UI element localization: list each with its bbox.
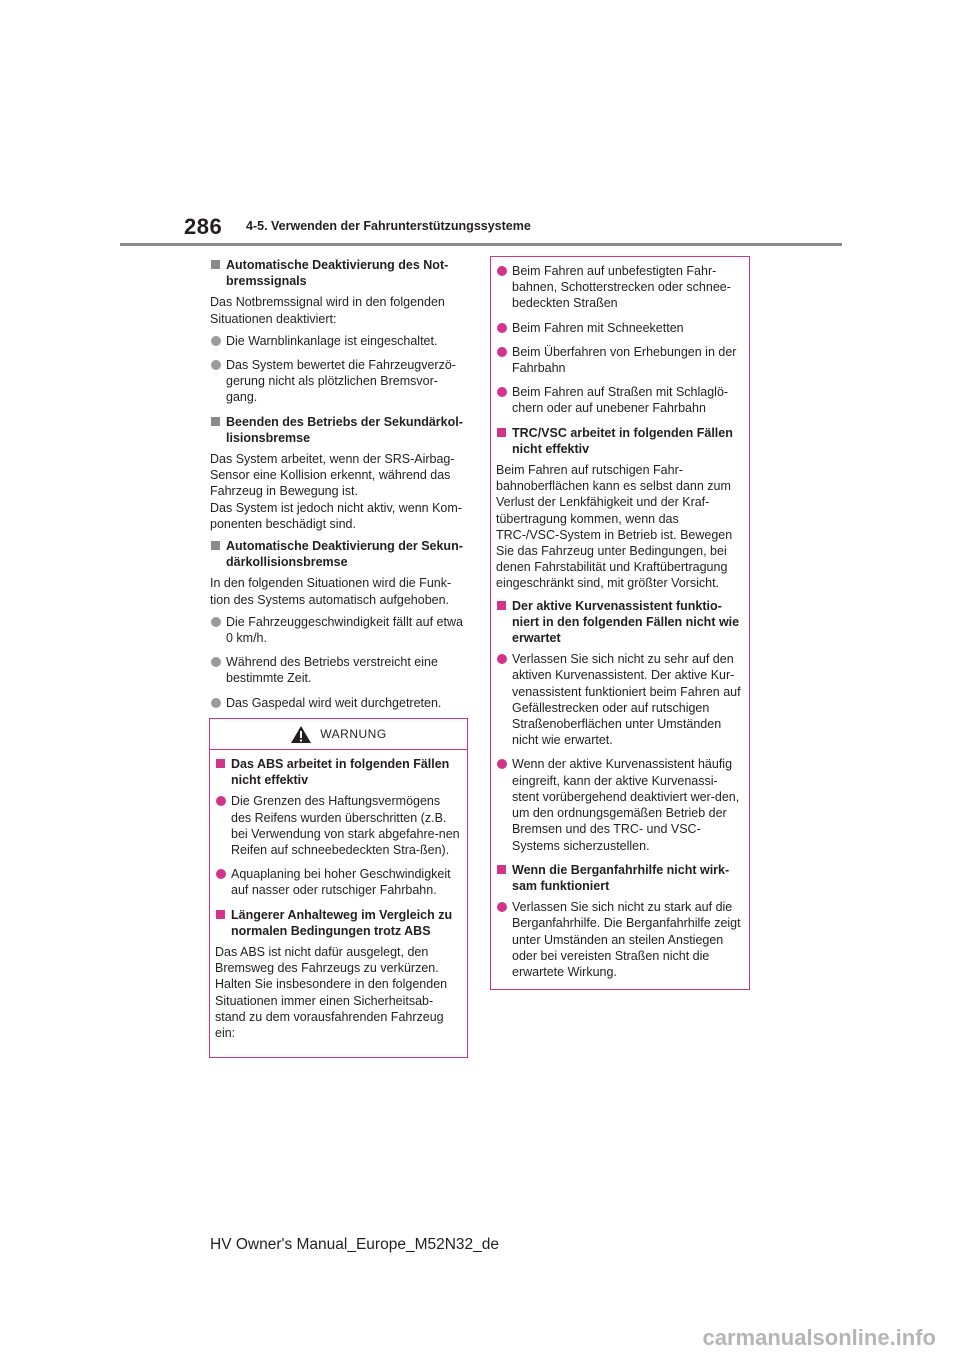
watermark: carmanualsonline.info [702, 1325, 936, 1350]
paragraph: Das System arbeitet, wenn der SRS-Airbag-Sensor eine Kollision erkennt, während das Fahrzeug in Bewegung ist. [210, 452, 455, 499]
heading-auto-deactivation: Automatische Deaktivierung der Sekun-därkollisionsbremse [210, 538, 468, 570]
section-title: 4-5. Verwenden der Fahrunterstützungssysteme [246, 219, 531, 233]
warning-title: WARNUNG [320, 727, 387, 741]
heading-secondary-collision-brake: Beenden des Betriebs der Sekundärkol-lisionsbremse [210, 414, 468, 446]
bullet-item: Verlassen Sie sich nicht zu stark auf die Berganfahrhilfe. Die Berganfahrhilfe zeigt unter Umständen an steilen Anstiegen oder bei vereisten Straßen nicht die erwartete Wirkung. [496, 899, 744, 980]
bullet-item: Verlassen Sie sich nicht zu sehr auf den aktiven Kurvenassistent. Der aktive Kur-venassistent funktioniert beim Fahren auf Gefällestrecken oder auf rutschigen Straßenoberflächen unter Umständen nicht wie erwartet. [496, 651, 744, 748]
warning-header [210, 719, 467, 750]
paragraph: Das Notbremssignal wird in den folgenden Situationen deaktiviert: [210, 295, 445, 326]
heading-trc-vsc: TRC/VSC arbeitet in folgenden Fällen nicht effektiv [496, 425, 744, 457]
bullet-item: Beim Fahren auf Straßen mit Schlaglö-chern oder auf unebener Fahrbahn [496, 384, 744, 416]
warning-box-continued [490, 256, 750, 990]
bullet-item: Die Grenzen des Haftungsvermögens des Reifens wurden überschritten (z.B. bei Verwendung von stark abgefahre-nen Reifen auf schneebedeckten Stra-ßen). [215, 793, 462, 858]
heading-hill-start-assist: Wenn die Berganfahrhilfe nicht wirk-sam funktioniert [496, 862, 744, 894]
bullet-item: Die Warnblinkanlage ist eingeschaltet. [210, 333, 468, 349]
heading-stopping-distance: Längerer Anhalteweg im Vergleich zu normalen Bedingungen trotz ABS [215, 907, 462, 939]
bullet-item: Beim Fahren auf unbefestigten Fahr-bahnen, Schotterstrecken oder schnee-bedeckten Straßen [496, 263, 744, 312]
footer-manual-id: HV Owner's Manual_Europe_M52N32_de [210, 1236, 500, 1253]
bullet-item: Wenn der aktive Kurvenassistent häufig eingreift, kann der aktive Kurvenassi-stent vorübergehend deaktiviert wer-den, um den ordnungsgemäßen Betrieb der Bremsen und des TRC- und VSC-Systems sicherzustellen. [496, 756, 744, 853]
paragraph: Das System ist jedoch nicht aktiv, wenn Kom-ponenten beschädigt sind. [210, 500, 462, 531]
warning-triangle-icon [290, 725, 312, 744]
left-column [210, 257, 468, 719]
heading-emergency-signal: Automatische Deaktivierung des Not-bremssignals [210, 257, 468, 289]
bullet-item: Das System bewertet die Fahrzeugverzö-gerung nicht als plötzlichen Bremsvor-gang. [210, 357, 468, 406]
bullet-item: Aquaplaning bei hoher Geschwindigkeit auf nasser oder rutschiger Fahrbahn. [215, 866, 462, 898]
bullet-item: Die Fahrzeuggeschwindigkeit fällt auf etwa 0 km/h. [210, 614, 468, 646]
paragraph: Das ABS ist nicht dafür ausgelegt, den Bremsweg des Fahrzeugs zu verkürzen. Halten Sie insbesondere in den folgenden Situationen immer einen Sicherheitsab-stand zu dem vorausfahrenden Fahrzeug ein: [215, 945, 448, 1041]
heading-curve-assist: Der aktive Kurvenassistent funktio-niert in den folgenden Fällen nicht wie erwartet [496, 598, 744, 647]
header-divider [120, 243, 842, 246]
bullet-item: Beim Fahren mit Schneeketten [496, 320, 744, 336]
paragraph: Beim Fahren auf rutschigen Fahr-bahnoberflächen kann es selbst dann zum Verlust der Lenkfähigkeit und der Kraf-tübertragung kommen, wenn das TRC-/VSC-System in Betrieb ist. Bewegen Sie das Fahrzeug unter Bedingungen, bei denen Fahrstabilität und Kraftübertragung eingeschränkt sind, mit größter Vorsicht. [496, 463, 733, 591]
bullet-item: Während des Betriebs verstreicht eine bestimmte Zeit. [210, 654, 468, 686]
heading-abs-ineffective: Das ABS arbeitet in folgenden Fällen nicht effektiv [215, 756, 462, 788]
paragraph: In den folgenden Situationen wird die Funk-tion des Systems automatisch aufgehoben. [210, 576, 452, 607]
bullet-item: Beim Überfahren von Erhebungen in der Fahrbahn [496, 344, 744, 376]
page-number: 286 [184, 214, 223, 239]
bullet-item: Das Gaspedal wird weit durchgetreten. [210, 695, 468, 711]
warning-box [209, 718, 468, 1058]
